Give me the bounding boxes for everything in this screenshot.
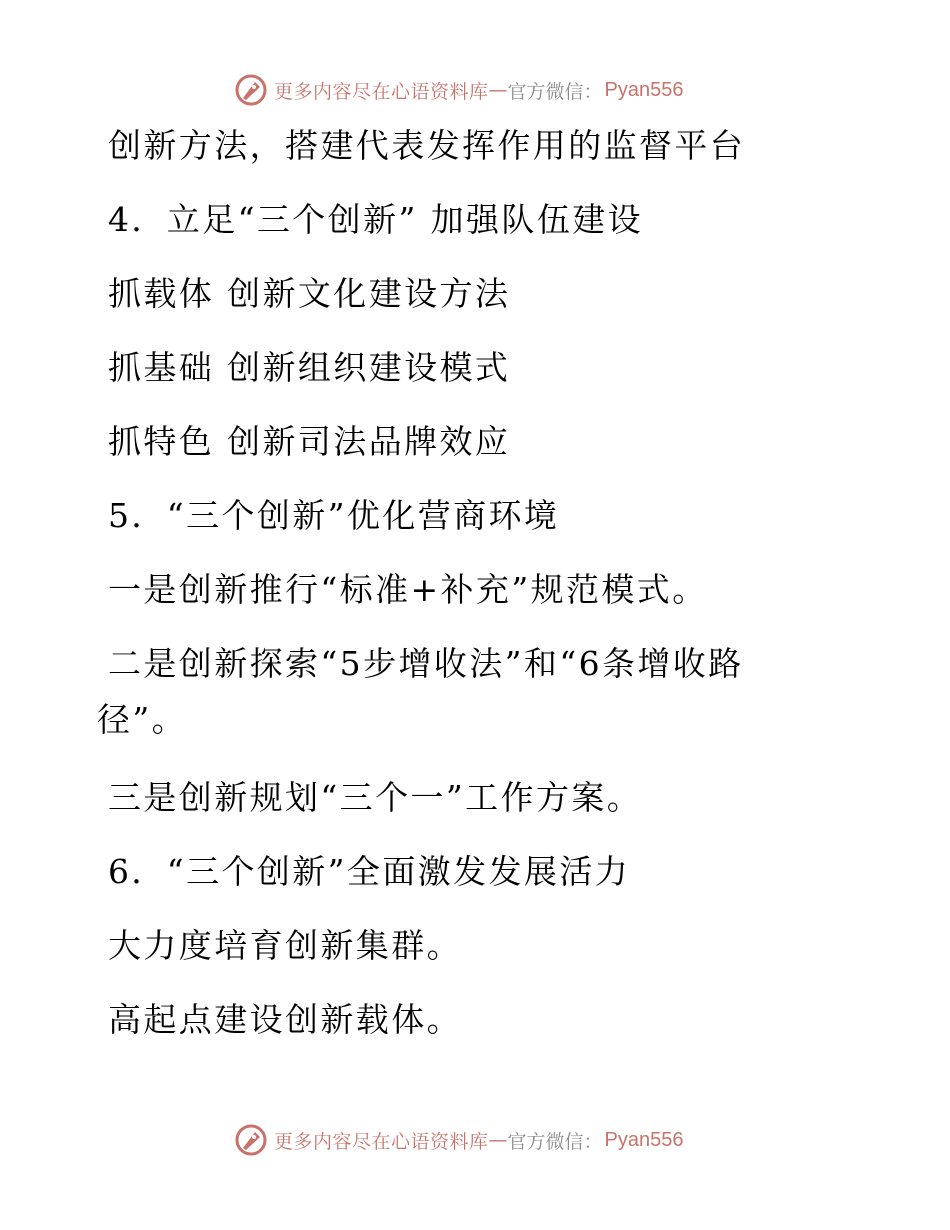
- footer-watermark: [234, 1122, 684, 1158]
- watermark-wechat-label: 官方微信：: [507, 80, 603, 103]
- text-line: 高起点建设创新载体。: [108, 1000, 462, 1039]
- watermark-wechat-id: Pyan556: [604, 1128, 684, 1151]
- text-line: 二是创新探索“5步增收法”和“6条增收路: [108, 644, 744, 683]
- section-heading-6: 6．“三个创新”全面激发发展活力: [108, 852, 631, 891]
- text-line: 抓特色 创新司法品牌效应: [108, 422, 511, 461]
- pen-nib-logo-icon: [234, 1123, 268, 1157]
- text-line: 一是创新推行“标准+补充”规范模式。: [108, 570, 708, 609]
- text-line: 创新方法，搭建代表发挥作用的监督平台: [108, 126, 746, 165]
- watermark-wechat-label: 官方微信：: [507, 1130, 603, 1153]
- text-line: 大力度培育创新集群。: [108, 926, 462, 965]
- watermark-dash: —: [488, 1129, 508, 1151]
- text-line: 抓载体 创新文化建设方法: [108, 274, 511, 313]
- section-heading-5: 5．“三个创新”优化营商环境: [108, 496, 560, 535]
- watermark-text: 更多内容尽在心语资料库: [274, 80, 489, 103]
- watermark-dash: —: [488, 79, 508, 101]
- text-line-continuation: 径”。: [97, 700, 188, 739]
- text-line: 三是创新规划“三个一”工作方案。: [108, 778, 643, 817]
- text-line: 抓基础 创新组织建设模式: [108, 348, 511, 387]
- watermark-text: 更多内容尽在心语资料库: [274, 1130, 489, 1153]
- section-heading-4: 4．立足“三个创新” 加强队伍建设: [108, 200, 644, 239]
- watermark-wechat-id: Pyan556: [604, 78, 684, 101]
